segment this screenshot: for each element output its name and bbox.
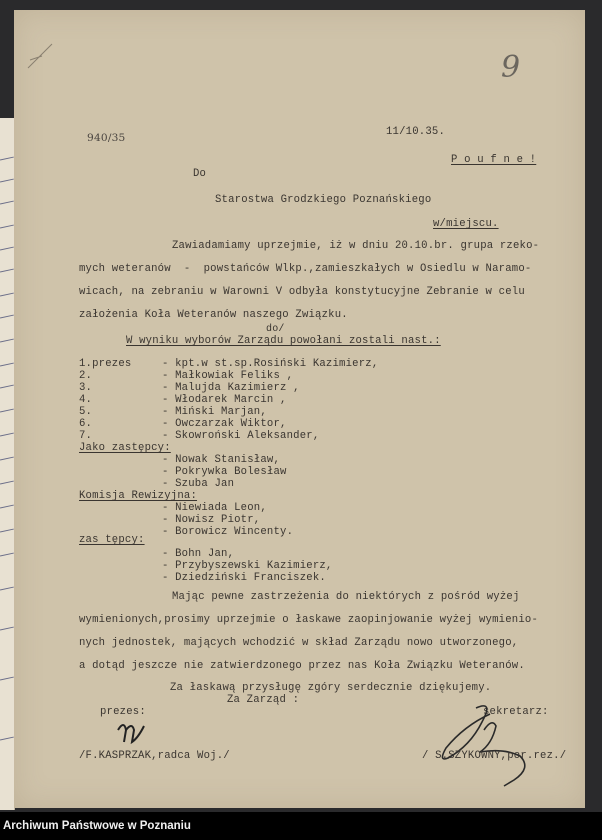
paragraph-line: założenia Koła Weteranów naszego Związku. (79, 309, 348, 321)
insert-mark: do/ (266, 324, 285, 335)
document-date: 11/10.35. (386, 126, 446, 138)
list-item: - Nowisz Piotr, (162, 514, 261, 526)
reference-number: 940/35 (87, 132, 126, 144)
list-item: - Owczarzak Wiktor, (162, 418, 287, 430)
recipient-location: w/miejscu. (433, 218, 499, 230)
audit-deputies-heading: zas tępcy: (79, 534, 145, 546)
archive-page-number: 9 (501, 50, 521, 85)
list-item: - Małkowiak Feliks , (162, 370, 294, 382)
paragraph-line: Zawiadamiamy uprzejmie, iż w dniu 20.10.br. grupa rzeko- (172, 240, 540, 252)
document-page (14, 10, 585, 808)
list-item: - Przybyszewski Kazimierz, (162, 560, 333, 572)
list-number: 6. (79, 418, 93, 430)
list-number: 1.prezes (79, 358, 132, 370)
left-signatory-title: prezes: (100, 706, 146, 718)
salutation: Do (193, 168, 207, 180)
list-item: - Nowak Stanisław, (162, 454, 281, 466)
closing-line: Za łaskawą przysługę zgóry serdecznie dziękujemy. (170, 682, 492, 694)
paragraph-line: wymienionych,prosimy uprzejmie o łaskawe zaopinjowanie wyżej wymienio- (79, 614, 539, 626)
classification-stamp: P o u f n e ! (451, 154, 537, 166)
recipient: Starostwa Grodzkiego Poznańskiego (215, 194, 432, 206)
audit-heading: Komisja Rewizyjna: (79, 490, 198, 502)
list-item: - kpt.w st.sp.Rosiński Kazimierz, (162, 358, 379, 370)
list-item: - Miński Marjan, (162, 406, 267, 418)
right-signatory-title: sekretarz: (483, 706, 549, 718)
list-number: 2. (79, 370, 93, 382)
list-item: - Malujda Kazimierz , (162, 382, 300, 394)
list-number: 3. (79, 382, 93, 394)
signature-left-icon (114, 718, 150, 748)
list-item: - Bohn Jan, (162, 548, 235, 560)
paragraph-line: wicach, na zebraniu w Warowni V odbyła konstytucyjne Zebranie w celu (79, 286, 525, 298)
list-item: - Niewiada Leon, (162, 502, 267, 514)
list-number: 4. (79, 394, 93, 406)
paragraph-line: Mając pewne zastrzeżenia do niektórych z pośród wyżej (172, 591, 520, 603)
underlying-handwritten-sheet (0, 118, 15, 810)
election-heading: W wyniku wyborów Zarządu powołani zostali nast.: (126, 335, 441, 347)
list-item: - Pokrywka Bolesław (162, 466, 287, 478)
list-item: - Szuba Jan (162, 478, 235, 490)
paragraph-line: a dotąd jeszcze nie zatwierdzonego przez nas Koła Związku Weteranów. (79, 660, 525, 672)
on-behalf-line: Za Zarząd : (227, 694, 300, 706)
deputies-heading: Jako zastępcy: (79, 442, 171, 454)
list-number: 5. (79, 406, 93, 418)
archive-footer (0, 812, 602, 840)
right-signatory-name: / S.SZYKOWNY,por.rez./ (422, 750, 567, 762)
list-item: - Skowroński Aleksander, (162, 430, 320, 442)
paragraph-line: nych jednostek, mających wchodzić w skład Zarządu nowo utworzonego, (79, 637, 519, 649)
paragraph-line: mych weteranów - powstańców Wlkp.,zamieszkałych w Osiedlu w Naramo- (79, 263, 532, 275)
archive-institution-name: Archiwum Państwowe w Poznaniu (3, 820, 191, 832)
list-item: - Dziedziński Franciszek. (162, 572, 326, 584)
list-item: - Borowicz Wincenty. (162, 526, 294, 538)
signature-right-icon (434, 700, 544, 790)
pencil-mark-icon (22, 38, 62, 78)
list-number: 7. (79, 430, 93, 442)
list-item: - Włodarek Marcin , (162, 394, 287, 406)
left-signatory-name: /F.KASPRZAK,radca Woj./ (79, 750, 230, 762)
